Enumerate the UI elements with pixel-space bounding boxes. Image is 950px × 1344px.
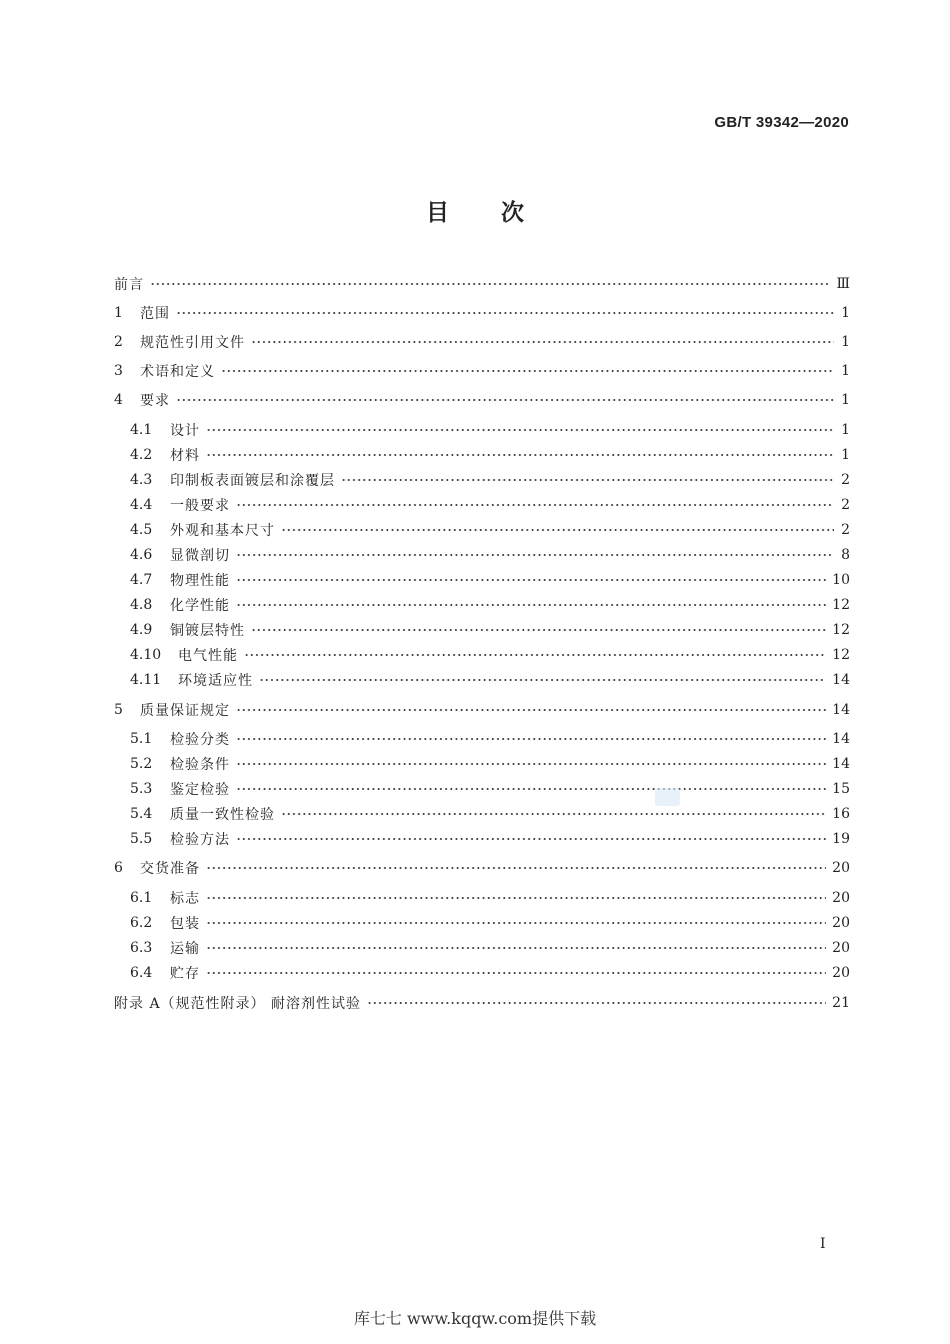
toc-entry-number: 6.1 xyxy=(130,890,153,906)
toc-entry-label: 电气性能 xyxy=(178,648,238,664)
toc-dot-leader xyxy=(236,788,826,790)
toc-entry-number: 5.5 xyxy=(130,831,153,847)
toc-entry-label: 检验分类 xyxy=(170,732,230,748)
toc-entry-label: 设计 xyxy=(170,423,200,439)
toc-dot-leader xyxy=(236,838,826,840)
toc-entry[interactable] xyxy=(130,543,850,567)
toc-entry-number: 4.6 xyxy=(130,547,153,563)
toc-entry-number: 5.1 xyxy=(130,731,153,747)
toc-entry[interactable] xyxy=(130,752,850,776)
toc-entry[interactable] xyxy=(130,827,850,851)
toc-entry-label: 质量一致性检验 xyxy=(170,807,275,823)
toc-dot-leader xyxy=(206,947,826,949)
toc-entry-page: 8 xyxy=(841,547,850,563)
toc-entry-label: 环境适应性 xyxy=(178,673,253,689)
toc-entry[interactable] xyxy=(114,330,850,354)
toc-dot-leader xyxy=(341,479,834,481)
toc-entry-label: 一般要求 xyxy=(170,498,230,514)
toc-dot-leader xyxy=(236,504,834,506)
toc-entry[interactable] xyxy=(130,911,850,935)
toc-entry[interactable] xyxy=(130,643,850,667)
page-number: I xyxy=(820,1236,826,1252)
toc-entry-page: 14 xyxy=(832,672,850,688)
toc-entry[interactable] xyxy=(130,936,850,960)
toc-entry-number: 4.2 xyxy=(130,447,153,463)
toc-dot-leader xyxy=(236,763,826,765)
toc-entry-number: 4.9 xyxy=(130,622,153,638)
toc-entry-number: 4.8 xyxy=(130,597,153,613)
toc-entry[interactable] xyxy=(130,443,850,467)
toc-entry-page: 21 xyxy=(832,995,850,1011)
toc-entry-page: 2 xyxy=(841,497,850,513)
toc-dot-leader xyxy=(281,529,834,531)
toc-entry-label: 附录 A（规范性附录） 耐溶剂性试验 xyxy=(114,996,362,1012)
toc-entry[interactable] xyxy=(130,886,850,910)
toc-entry-number: 6 xyxy=(114,860,123,876)
toc-dot-leader xyxy=(259,679,826,681)
toc-entry-label: 检验方法 xyxy=(170,832,230,848)
toc-entry-label: 要求 xyxy=(140,393,170,409)
watermark-logo xyxy=(655,788,680,806)
toc-entry[interactable] xyxy=(130,961,850,985)
toc-entry-label: 规范性引用文件 xyxy=(140,335,245,351)
toc-entry-page: 14 xyxy=(832,756,850,772)
toc-dot-leader xyxy=(236,554,834,556)
toc-entry-page: 2 xyxy=(841,472,850,488)
toc-entry-number: 4.5 xyxy=(130,522,153,538)
toc-entry-number: 1 xyxy=(114,305,123,321)
toc-entry-label: 术语和定义 xyxy=(140,364,215,380)
toc-entry-number: 3 xyxy=(114,363,123,379)
toc-entry-number: 4.11 xyxy=(130,672,162,688)
toc-entry[interactable] xyxy=(130,418,850,442)
toc-entry-page: 20 xyxy=(832,940,850,956)
toc-entry-label: 物理性能 xyxy=(170,573,230,589)
toc-entry-page: 12 xyxy=(832,647,850,663)
toc-entry-page: 1 xyxy=(841,363,850,379)
toc-entry-page: 12 xyxy=(832,622,850,638)
toc-dot-leader xyxy=(206,972,826,974)
toc-entry-label: 显微剖切 xyxy=(170,548,230,564)
toc-entry[interactable] xyxy=(130,727,850,751)
footer-download-note: 库七七 www.kqqw.com提供下载 xyxy=(353,1309,597,1328)
toc-entry-label: 前言 xyxy=(114,277,144,293)
toc-entry-number: 4.4 xyxy=(130,497,153,513)
toc-entry-label: 运输 xyxy=(170,941,200,957)
toc-entry-page: 20 xyxy=(832,915,850,931)
toc-entry-number: 5 xyxy=(114,702,123,718)
toc-entry-page: 1 xyxy=(841,447,850,463)
toc-entry-page: 20 xyxy=(832,890,850,906)
toc-entry-number: 6.4 xyxy=(130,965,153,981)
toc-entry-number: 6.2 xyxy=(130,915,153,931)
toc-entry-page: 16 xyxy=(832,806,850,822)
toc-entry[interactable] xyxy=(130,668,850,692)
toc-entry-label: 包装 xyxy=(170,916,200,932)
toc-entry-page: 14 xyxy=(832,731,850,747)
toc-entry-number: 4.10 xyxy=(130,647,162,663)
toc-entry-page: Ⅲ xyxy=(836,276,850,292)
toc-entry-number: 6.3 xyxy=(130,940,153,956)
toc-dot-leader xyxy=(206,897,826,899)
toc-entry[interactable] xyxy=(130,568,850,592)
toc-dot-leader xyxy=(236,579,826,581)
toc-entry-label: 印制板表面镀层和涂覆层 xyxy=(170,473,335,489)
toc-entry-label: 化学性能 xyxy=(170,598,230,614)
toc-entry[interactable] xyxy=(130,468,850,492)
toc-dot-leader xyxy=(251,629,826,631)
toc-entry-page: 1 xyxy=(841,305,850,321)
toc-entry-label: 标志 xyxy=(170,891,200,907)
toc-entry-number: 4.3 xyxy=(130,472,153,488)
toc-dot-leader xyxy=(236,604,826,606)
toc-entry-page: 15 xyxy=(832,781,850,797)
toc-dot-leader xyxy=(176,312,834,314)
toc-dot-leader xyxy=(251,341,834,343)
toc-entry[interactable] xyxy=(130,593,850,617)
toc-dot-leader xyxy=(367,1002,826,1004)
toc-entry[interactable] xyxy=(130,777,850,801)
toc-dot-leader xyxy=(176,399,834,401)
toc-entry[interactable] xyxy=(114,301,850,325)
toc-entry-label: 检验条件 xyxy=(170,757,230,773)
toc-entry-label: 鉴定检验 xyxy=(170,782,230,798)
toc-entry-number: 2 xyxy=(114,334,123,350)
toc-entry[interactable] xyxy=(114,359,850,383)
toc-dot-leader xyxy=(236,738,826,740)
toc-entry-label: 铜镀层特性 xyxy=(170,623,245,639)
toc-entry[interactable] xyxy=(130,802,850,826)
toc-entry-label: 范围 xyxy=(140,306,170,322)
toc-entry-page: 1 xyxy=(841,392,850,408)
toc-dot-leader xyxy=(206,454,834,456)
toc-entry[interactable] xyxy=(114,856,850,880)
toc-entry-page: 10 xyxy=(832,572,850,588)
toc-dot-leader xyxy=(236,709,826,711)
toc-entry-page: 20 xyxy=(832,965,850,981)
toc-entry-label: 外观和基本尺寸 xyxy=(170,523,275,539)
toc-entry[interactable] xyxy=(114,272,850,296)
toc-dot-leader xyxy=(206,429,834,431)
toc-entry[interactable] xyxy=(130,518,850,542)
toc-entry-page: 19 xyxy=(832,831,850,847)
toc-dot-leader xyxy=(206,922,826,924)
toc-entry-page: 12 xyxy=(832,597,850,613)
page-title: 目次 xyxy=(426,200,576,226)
toc-entry-number: 5.3 xyxy=(130,781,153,797)
toc-entry-number: 4.7 xyxy=(130,572,153,588)
toc-dot-leader xyxy=(221,370,834,372)
toc-entry-label: 质量保证规定 xyxy=(140,703,230,719)
toc-entry-label: 交货准备 xyxy=(140,861,200,877)
toc-dot-leader xyxy=(281,813,826,815)
toc-entry[interactable] xyxy=(114,388,850,412)
toc-entry[interactable] xyxy=(114,698,850,722)
toc-dot-leader xyxy=(244,654,826,656)
toc-entry-page: 14 xyxy=(832,702,850,718)
toc-entry-label: 材料 xyxy=(170,448,200,464)
toc-entry[interactable] xyxy=(114,991,850,1015)
toc-dot-leader xyxy=(150,283,830,285)
toc-entry-label: 贮存 xyxy=(170,966,200,982)
standard-code: GB/T 39342—2020 xyxy=(714,114,849,131)
toc-entry-number: 4.1 xyxy=(130,422,153,438)
toc-entry-number: 4 xyxy=(114,392,123,408)
toc-entry-page: 2 xyxy=(841,522,850,538)
toc-entry[interactable] xyxy=(130,493,850,517)
toc-entry[interactable] xyxy=(130,618,850,642)
toc-entry-number: 5.4 xyxy=(130,806,153,822)
toc-dot-leader xyxy=(206,867,826,869)
toc-entry-page: 1 xyxy=(841,334,850,350)
toc-entry-page: 20 xyxy=(832,860,850,876)
toc-entry-page: 1 xyxy=(841,422,850,438)
toc-entry-number: 5.2 xyxy=(130,756,153,772)
